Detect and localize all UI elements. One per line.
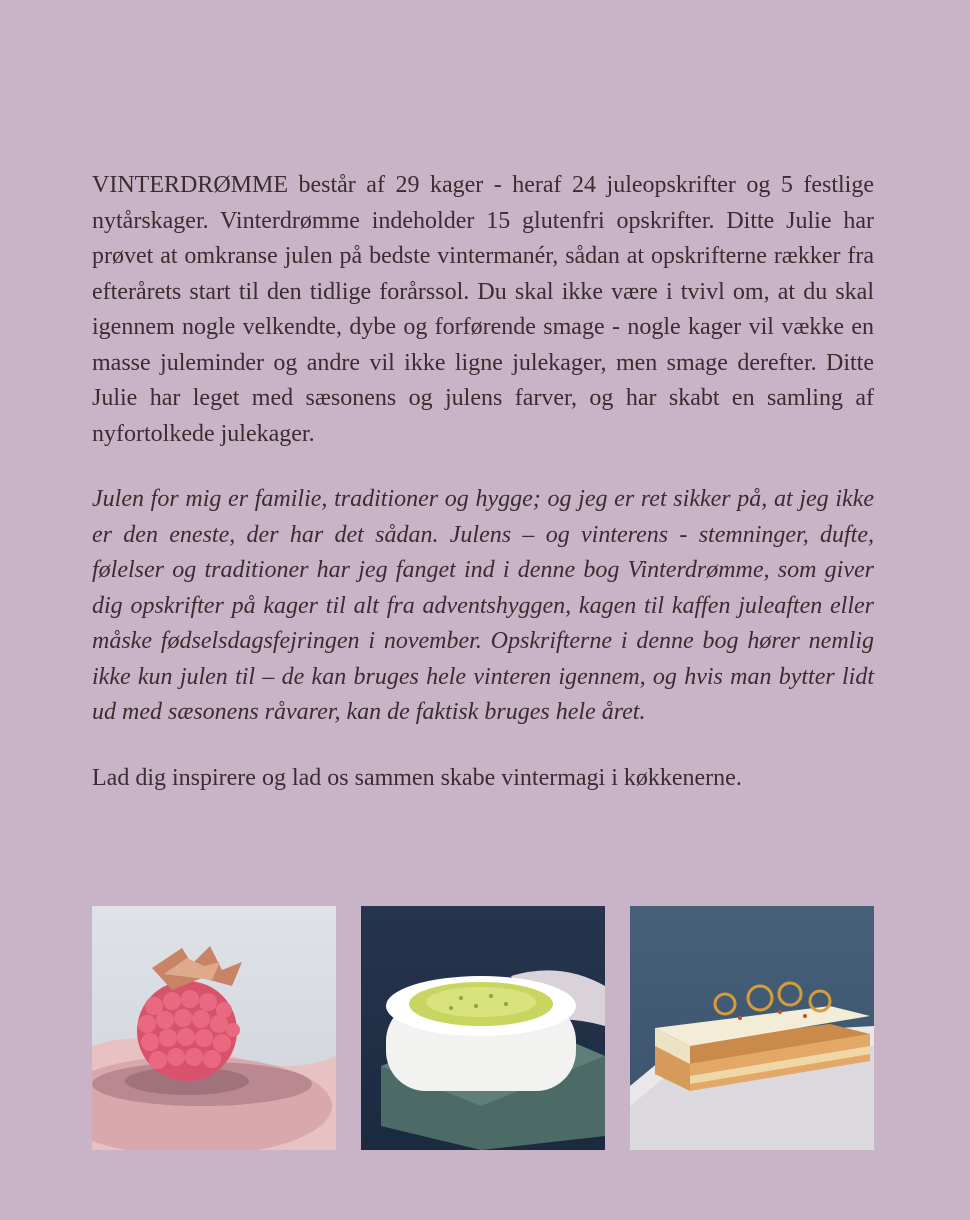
intro-paragraph: VINTERDRØMME består af 29 kager - heraf 24 juleopskrifter og 5 festlige nytårskager. Vinterdrømme indeholder 15 glutenfri opskrifter. Ditte Julie har prøvet at omkranse julen på bedste vintermanér, sådan at opskrifterne rækker fra efterårets start til den tidlige forårssol. Du skal ikke være i tvivl om, at du skal igennem nogle velkendte, dybe og forførende smage - nogle kager vil vække en masse juleminder og andre vil ikke ligne julekager, men smage derefter. Ditte Julie har leget med sæsonens og julens farver, og har skabt en samling af nyfortolkede julekager. xyxy=(92,172,874,447)
layer-cake-photo xyxy=(630,906,874,1150)
raspberry-dessert-photo xyxy=(92,906,336,1150)
quote-paragraph: Julen for mig er familie, traditioner og hygge; og jeg er ret sikker på, at jeg ikke er den eneste, der har det sådan. Julens – og vinterens - stemninger, dufte, følelser og traditioner har jeg fanget ind i denne bog Vinterdrømme, som giver dig opskrifter på kager til alt fra adventshyggen, kagen til kaffen juleaften eller måske fødselsdagsfejringen i november. Opskrifterne i denne bog hører nemlig ikke kun julen til – de kan bruges hele vinteren igennem, og hvis man bytter lidt ud med sæsonens råvarer, kan de faktisk bruges hele året. xyxy=(92,486,874,725)
white-cake-photo xyxy=(361,906,605,1150)
back-cover-text xyxy=(92,168,874,796)
closing-paragraph: Lad dig inspirere og lad os sammen skabe vintermagi i køkkenerne. xyxy=(92,764,742,791)
photo-strip xyxy=(92,906,874,1150)
